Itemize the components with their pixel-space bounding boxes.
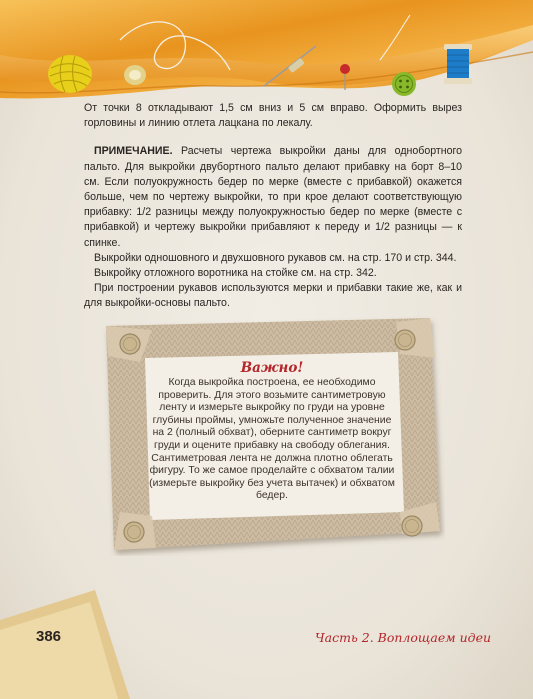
needle-icon xyxy=(260,40,320,90)
chapter-title: Часть 2. Воплощаем идеи xyxy=(315,630,492,645)
paper-corner-decoration xyxy=(0,590,130,699)
button-icon xyxy=(390,70,418,98)
important-text: Когда выкройка построена, ее необходимо проверить. Для этого возьмите сантиметровую ленту и измерьте выкройку по груди на уровне глубины проймы, умножьте полученное значение на 2 (полный обхват), оберните сантиметр вокруг груди и оцените прибавку на свободу облегания. Сантиметровая лента не должна плотно облегать фигуру. То же самое проделайте с обхватом талии (измерьте выкройку без учета вытачек) и обхватом бедер. xyxy=(149,377,395,502)
paragraph: От точки 8 откладывают 1,5 см вниз и 5 см вправо. Оформить вырез горловины и линию отлета лацкана по лекалу. xyxy=(84,102,462,130)
paragraph: При построении рукавов используются мерки и прибавки такие же, как и для выкройки-основы пальто. xyxy=(84,282,462,310)
top-banner xyxy=(0,0,533,110)
note-label: ПРИМЕЧАНИЕ. xyxy=(94,145,173,158)
thread-spool-icon xyxy=(440,40,476,88)
paragraph: Выкройки одношовного и двухшовного рукавов см. на стр. 170 и стр. 344. xyxy=(94,251,457,264)
important-box xyxy=(148,360,396,503)
important-frame xyxy=(100,316,445,556)
important-title: Важно! xyxy=(240,360,304,376)
yarn-ball-icon xyxy=(45,50,95,95)
note-paragraph xyxy=(84,144,462,250)
pushpin-icon xyxy=(335,62,355,92)
thread-spool-icon xyxy=(122,62,148,88)
page-number: 386 xyxy=(36,628,62,645)
note-text: Расчеты чертежа выкройки даны для однобортного пальто. Для выкройки двубортного пальто делают прибавку на борт 8–10 см. Если полуокружность бедер по мерке (вместе с прибавкой) окажется больше, чем по чертежу выкройки, то при крое делают соответствующую прибавку: 1/2 разницы между полуокружностью бедер по мерке (вместе с прибавкой) и чертежу выкройки прибавляют к переду и 1/2 разницы — к спинке. xyxy=(84,145,462,249)
paragraph: Выкройку отложного воротника на стойке см. на стр. 342. xyxy=(94,267,377,280)
body-text xyxy=(84,101,462,312)
